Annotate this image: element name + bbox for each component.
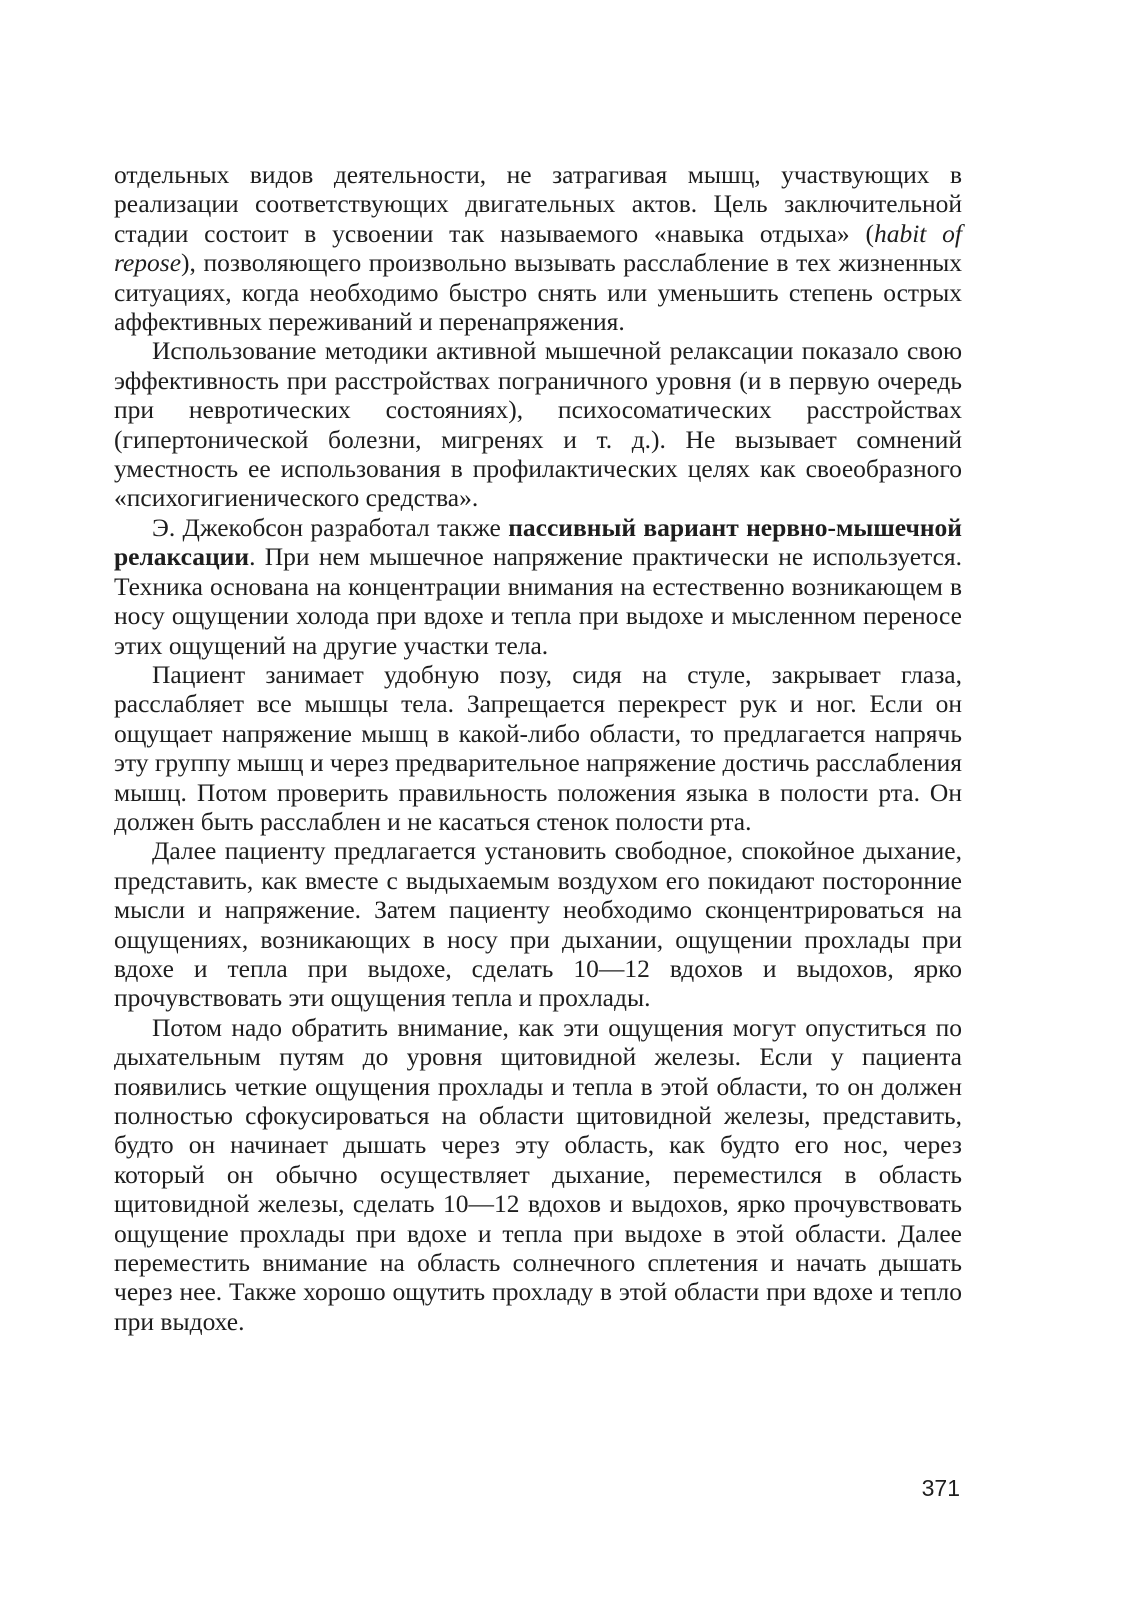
page-number: 371 bbox=[921, 1475, 960, 1501]
paragraph-3 bbox=[114, 513, 962, 660]
paragraph-3-text: Э. Джекобсон разработал также bbox=[152, 512, 509, 542]
body-text bbox=[114, 160, 962, 1336]
paragraph-1-italic-term: habit of repose bbox=[114, 218, 962, 278]
paragraph-3-bold-term: пассивный вариант нервно-мышечной релаксации bbox=[114, 512, 962, 572]
paragraph-4: Пациент занимает удобную позу, сидя на стуле, закрывает глаза, расслабляет все мышцы тела. Запрещается перекрест рук и ног. Если он ощущает напряжение мышц в какой-либо области, то предлагается напрячь эту группу мышц и через предварительное напряжение достичь расслабления мышц. Потом проверить правильность положения языка в полости рта. Он должен быть расслаблен и не касаться стенок полости рта. bbox=[114, 659, 962, 836]
paragraph-1 bbox=[114, 160, 962, 336]
paragraph-6: Потом надо обратить внимание, как эти ощущения могут опуститься по дыхательным путям до уровня щитовидной железы. Если у пациента появились четкие ощущения прохлады и тепла в этой области, то он должен полностью сфокусироваться на области щитовидной железы, представить, будто он начинает дышать через эту область, как будто его нос, через который он обычно осуществляет дыхание, переместился в область щитовидной железы, сделать 10—12 вдохов и выдохов, ярко прочувствовать ощущение прохлады при вдохе и тепла при выдохе в этой области. Далее переместить внимание на область солнечного сплетения и начать дышать через нее. Также хорошо ощутить прохладу в этой области при вдохе и тепло при выдохе. bbox=[114, 1012, 962, 1336]
paragraph-1-text: отдельных видов деятельности, не затрагивая мышц, участвующих в реализации соответствующих двигательных актов. Цель заключительной стадии состоит в усвоении так называемого «навыка отдыха» ( bbox=[114, 160, 962, 248]
paragraph-5: Далее пациенту предлагается установить свободное, спокойное дыхание, представить, как вместе с выдыхаемым воздухом его покидают посторонние мысли и напряжение. Затем пациенту необходимо сконцентрироваться на ощущениях, возникающих в носу при дыхании, ощущении прохлады при вдохе и тепла при выдохе, сделать 10—12 вдохов и выдохов, ярко прочувствовать эти ощущения тепла и прохлады. bbox=[114, 836, 962, 1013]
paragraph-2: Использование методики активной мышечной релаксации показало свою эффективность при расстройствах пограничного уровня (и в первую очередь при невротических состояниях), психосоматических расстройствах (гипертонической болезни, мигренях и т. д.). Не вызывает сомнений уместность ее использования в профилактических целях как своеобразного «психогигиенического средства». bbox=[114, 336, 962, 513]
paragraph-1-text-end: ), позволяющего произвольно вызывать расслабление в тех жизненных ситуациях, когда необходимо быстро снять или уменьшить степень острых аффективных переживаний и перенапряжения. bbox=[114, 248, 962, 337]
paragraph-3-text-end: . При нем мышечное напряжение практически не используется. Техника основана на концентрации внимания на естественно возникающем в носу ощущении холода при вдохе и тепла при выдохе и мысленном переносе этих ощущений на другие участки тела. bbox=[114, 542, 962, 660]
